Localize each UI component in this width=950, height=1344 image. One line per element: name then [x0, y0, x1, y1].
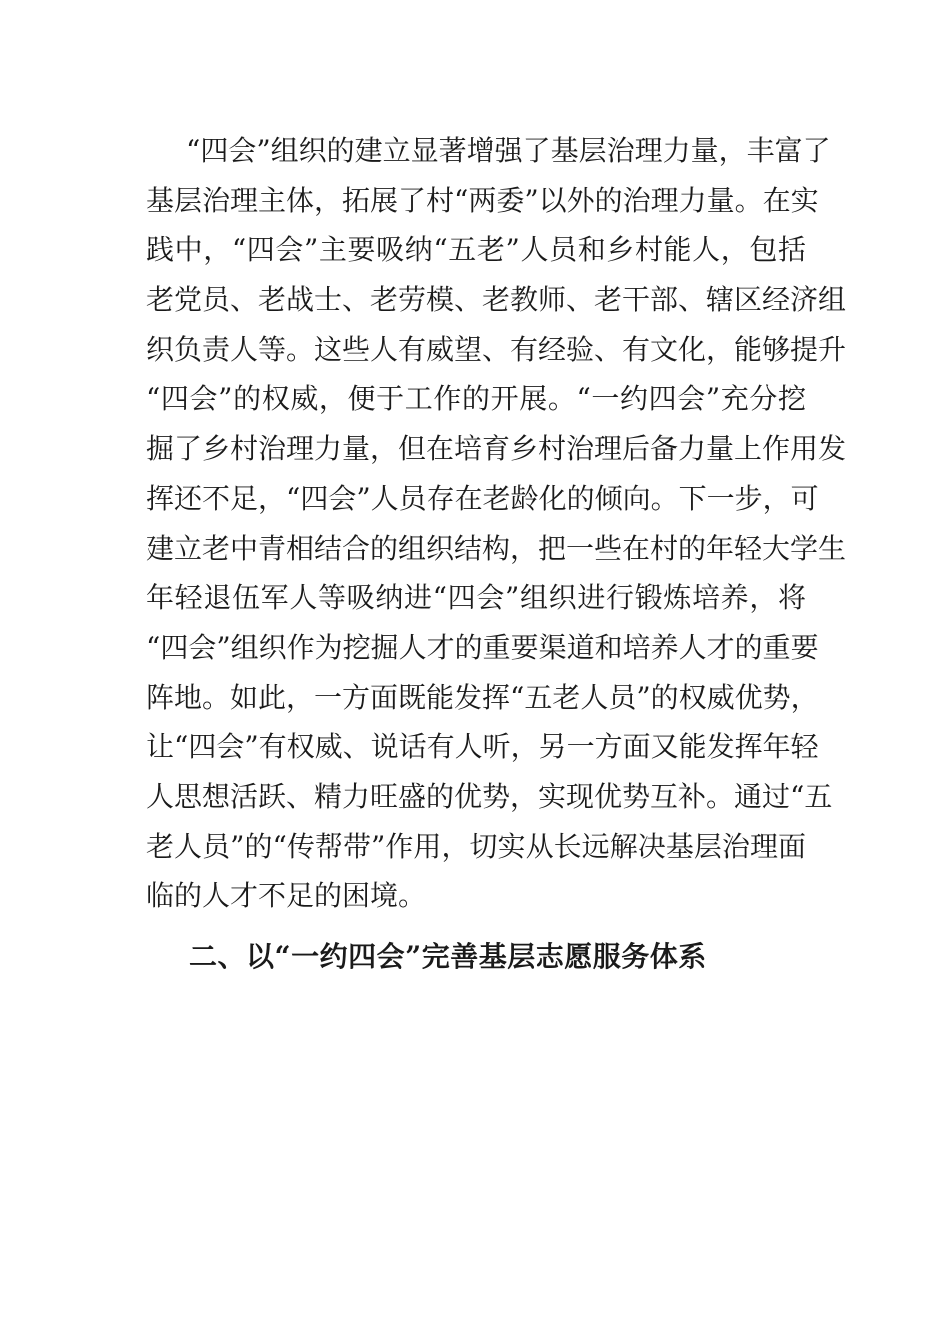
paragraph-line: 践中，“四会”主要吸纳“五老”人员和乡村能人，包括	[146, 233, 806, 267]
paragraph-line: 临的人才不足的困境。	[146, 879, 427, 913]
paragraph-line: 让“四会”有权威、说话有人听，另一方面又能发挥年轻	[146, 730, 819, 764]
paragraph-line: 挥还不足，“四会”人员存在老龄化的倾向。下一步，可	[146, 481, 819, 515]
paragraph-line: 人思想活跃、精力旺盛的优势，实现优势互补。通过“五	[146, 779, 833, 813]
paragraph-line: “四会”组织作为挖掘人才的重要渠道和培养人才的重要	[146, 630, 819, 664]
paragraph-line: 老党员、老战士、老劳模、老教师、老干部、辖区经济组	[146, 283, 847, 317]
paragraph-line: “四会”组织的建立显著增强了基层治理力量，丰富了	[186, 134, 831, 167]
paragraph-line: 阵地。如此，一方面既能发挥“五老人员”的权威优势，	[146, 680, 819, 714]
section-heading: 二、以“一约四会”完善基层志愿服务体系	[189, 940, 707, 973]
body-paragraph	[146, 126, 847, 921]
paragraph-line: 基层治理主体，拓展了村“两委”以外的治理力量。在实	[146, 183, 819, 217]
paragraph-line: 老人员”的“传帮带”作用，切实从长远解决基层治理面	[146, 829, 806, 863]
paragraph-line: 建立老中青相结合的组织结构，把一些在村的年轻大学生	[146, 531, 847, 565]
paragraph-line: 年轻退伍军人等吸纳进“四会”组织进行锻炼培养，将	[146, 581, 806, 615]
paragraph-line: 织负责人等。这些人有威望、有经验、有文化，能够提升	[146, 332, 847, 366]
paragraph-line: 掘了乡村治理力量，但在培育乡村治理后备力量上作用发	[146, 432, 847, 466]
paragraph-line: “四会”的权威，便于工作的开展。“一约四会”充分挖	[146, 382, 806, 416]
